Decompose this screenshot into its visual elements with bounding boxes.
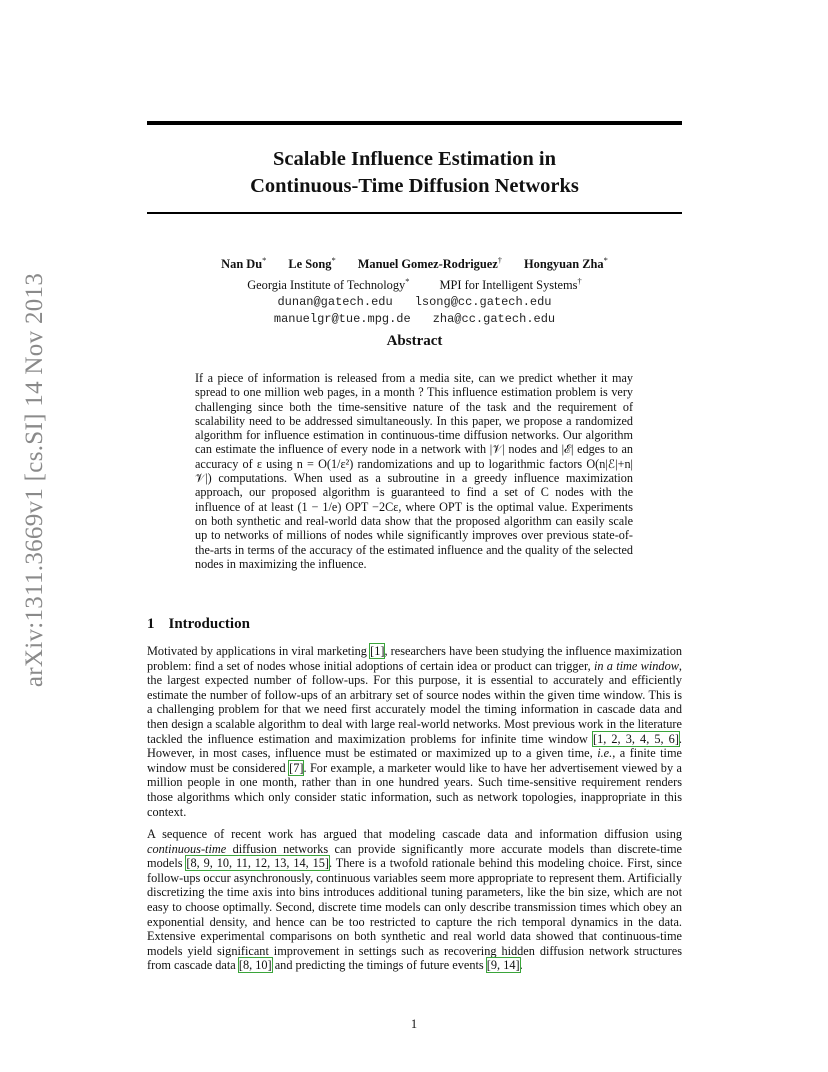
email-address: zha@cc.gatech.edu — [432, 312, 556, 327]
arxiv-identifier-text: arXiv:1311.3669v1 [cs.SI] 14 Nov 2013 — [21, 272, 48, 688]
section-heading — [147, 616, 250, 633]
email-address: dunan@gatech.edu — [277, 295, 393, 310]
title-top-rule — [147, 121, 682, 125]
author-names — [147, 252, 682, 273]
author: Hongyuan Zha* — [524, 255, 608, 272]
email-row — [147, 311, 682, 328]
citation-link[interactable]: [8, 9, 10, 11, 12, 13, 14, 15] — [186, 856, 329, 871]
author: Manuel Gomez-Rodriguez† — [357, 255, 503, 272]
affiliation: MPI for Intelligent Systems† — [439, 276, 582, 293]
affiliations — [147, 273, 682, 294]
email-address: manuelgr@tue.mpg.de — [273, 312, 411, 327]
introduction-paragraph-1: Motivated by applications in viral marketing [1], researchers have been studying the influence maximization problem: find a set of nodes whose initial adoptions of certain idea or product can trigger, in a time window, the largest expected number of follow-ups. For this purpose, it is essential to accurately and efficiently estimate the number of follow-ups of an arbitrary set of source nodes within the given time window. This is a challenging problem for that we need first accurately model the timing information in cascade data and then design a scalable algorithm to deal with large real-world networks. Most previous work in the literature tackled the influence estimation and maximization problems for infinite time window [1, 2, 3, 4, 5, 6]. However, in most cases, influence must be estimated or maximized up to a given time, i.e., a finite time window must be considered [7]. For example, a marketer would like to have her advertisement viewed by a million people in one month, rather than in one hundred years. Such time-sensitive requirement renders those algorithms which only consider static information, such as network topologies, inappropriate in this context. — [147, 644, 682, 819]
title-line-2: Continuous-Time Diffusion Networks — [250, 175, 579, 197]
section-number: 1 — [147, 616, 155, 632]
author-block — [147, 252, 682, 328]
email-row — [147, 294, 682, 311]
citation-link[interactable]: [9, 14] — [486, 958, 520, 973]
section-title: Introduction — [168, 616, 250, 632]
title-bottom-rule — [147, 212, 682, 214]
email-address: lsong@cc.gatech.edu — [414, 295, 552, 310]
citation-link[interactable]: [7] — [289, 760, 304, 775]
abstract-body: If a piece of information is released from a media site, can we predict whether it may spread to one million web pages, in a month ? This influence estimation problem is very challenging since both the time-sensitive nature of the task and the requirement of scalability need to be addressed simultaneously. In this paper, we propose a randomized algorithm for influence estimation in continuous-time diffusion networks. Our algorithm can estimate the influence of every node in a network with |𝒱| nodes and |ℰ| edges to an accuracy of ε using n = O(1/ε²) randomizations and up to logarithmic factors O(n|ℰ|+n|𝒱|) computations. When used as a subroutine in a greedy influence maximization approach, our proposed algorithm is guaranteed to find a set of C nodes with the influence of at least (1 − 1/e) OPT −2Cε, where OPT is the optimal value. Experiments on both synthetic and real-world data show that the proposed algorithm can easily scale up to networks of millions of nodes while significantly improves over previous state-of-the-arts in terms of the accuracy of the estimated influence and the quality of the selected nodes in maximizing the influence. — [195, 371, 633, 571]
citation-link[interactable]: [1, 2, 3, 4, 5, 6] — [593, 731, 679, 746]
author: Nan Du* — [221, 255, 267, 272]
citation-link[interactable]: [1] — [370, 644, 385, 658]
introduction-paragraph-2: A sequence of recent work has argued that modeling cascade data and information diffusion using continuous-time diffusion networks can provide significantly more accurate models than discrete-time models [8, 9, 10, 11, 12, 13, 14, 15]. There is a twofold rationale behind this modeling choice. First, since follow-ups occur asynchronously, continuous variables seem more appropriate to represent them. Artificially discretizing the time axis into bins introduces additional tuning parameters, like the bin size, which are not easy to choose optimally. Second, discrete time models can only describe transmission times which obey an exponential density, and hence can be too restricted to capture the rich temporal dynamics in the data. Extensive experimental comparisons on both synthetic and real world data showed that continuous-time models yield significant improvement in settings such as recovering hidden diffusion network structures from cascade data [8, 10] and predicting the timings of future events [9, 14]. — [147, 827, 682, 973]
abstract-heading: Abstract — [386, 333, 443, 349]
arxiv-identifier-stamp — [15, 272, 55, 688]
author: Le Song* — [288, 255, 336, 272]
paper-title — [147, 146, 682, 200]
citation-link[interactable]: [8, 10] — [238, 958, 272, 973]
title-line-1: Scalable Influence Estimation in — [272, 148, 557, 170]
affiliation: Georgia Institute of Technology* — [247, 276, 410, 293]
page-number: 1 — [410, 1017, 418, 1031]
